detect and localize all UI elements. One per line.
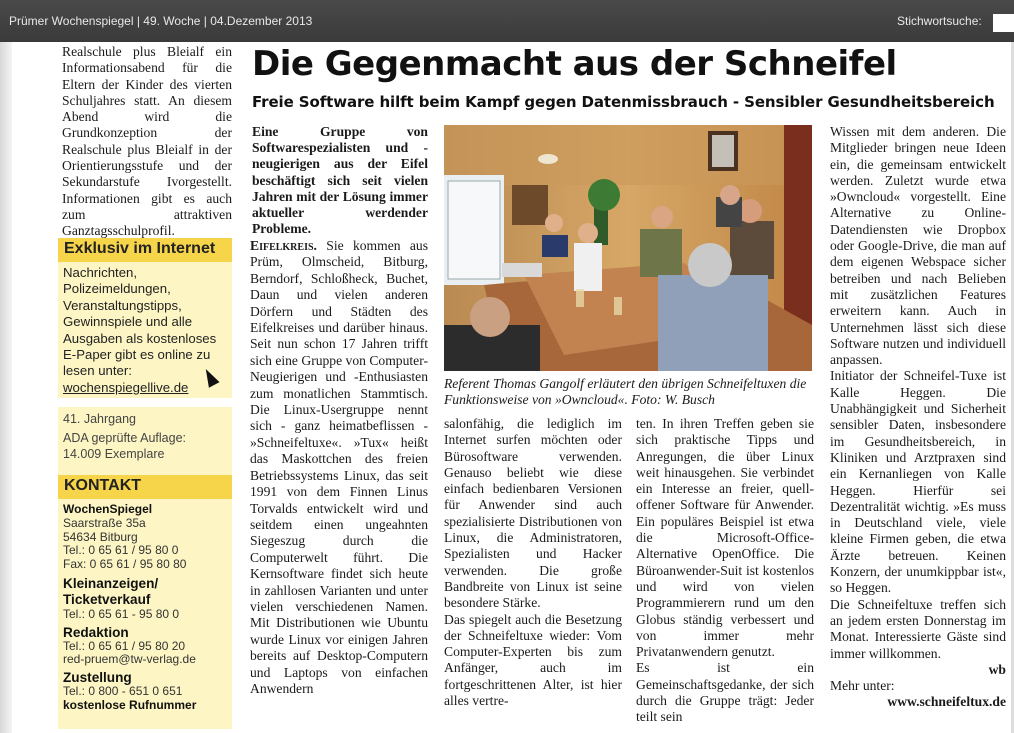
contact-details [63, 503, 231, 713]
phone: Tel.: 0 65 61 / 95 80 0 [63, 543, 179, 558]
keyword-search-label: Stichwortsuche: [897, 14, 982, 28]
publisher-name: WochenSpiegel [63, 502, 153, 516]
redaktion-email: red-pruem@tw-verlag.de [63, 652, 196, 667]
viewer-toolbar [0, 0, 1014, 43]
exklusiv-body: Nachrichten, Polizeimeldungen, Veranstaltungstipps, Gewinnspiele und alle Ausgaben als kostenloses E-Paper gibt es online zu lesen unter: [63, 265, 217, 379]
keyword-search-input[interactable] [993, 14, 1014, 32]
more-label: Mehr unter: [830, 678, 895, 694]
article-column-1 [250, 238, 428, 697]
article-column-4-paragraph-3: Die Schneifeltuxe treffen sich an jedem ersten Donnerstag im Monat. Interessierte Gäste sind immer willkommen. [830, 596, 1006, 661]
kleinanzeigen-phone: Tel.: 0 65 61 - 95 80 0 [63, 606, 180, 621]
article-url[interactable]: www.schneifeltux.de [887, 694, 1006, 710]
exklusiv-heading: Exklusiv im Internet [64, 240, 216, 257]
edition-meta [63, 411, 229, 462]
article-column-4-paragraph-2: Initiator der Schneifel-Tuxe ist Kalle Heggen. Die Unabhängigkeit und Sicherheit sensibler Daten, insbesondere im Gesundheitsbereich, in Kliniken und Arztpraxen sind ein Kernanliegen von Kalle Heggen. Hierfür sei Dezentralität wichtig. »Es muss in Deutschland viele, viele kleine Firmen geben, die etwa Ärzte betreuen. Keinen Konzern, der unumkippbar ist«, so Heggen. [830, 368, 1006, 596]
article-subheadline: Freie Software hilft beim Kampf gegen Datenmissbrauch - Sensibler Gesundheitsbereich [252, 93, 995, 111]
author-signature: wb [988, 661, 1006, 677]
zustellung-heading: Zustellung [63, 670, 132, 686]
page-fold-shadow [0, 42, 12, 733]
article-column-2 [444, 416, 622, 709]
info-box [58, 407, 232, 729]
article-column-2-paragraph: Das spiegelt auch die Besetzung der Schneifeltuxe wieder: Vom Computer-Experten bis zum Anfänger, auch im fortgeschrittenen Alter, ist hier alles vertre- [444, 611, 622, 709]
exklusiv-link[interactable]: wochenspiegellive.de [63, 379, 189, 395]
photo-caption: Referent Thomas Gangolf erläutert den übrigen Schneifeltuxen die Funktionsweise von »Owncloud«. Foto: W. Busch [444, 376, 807, 407]
publication-title: Prümer Wochenspiegel | 49. Woche | 04.Dezember 2013 [9, 14, 313, 28]
article-column-3-paragraph: Es ist ein Gemeinschaftsgedanke, der sich durch die Gruppe trägt: Jeder teilt sein [636, 660, 814, 725]
article-column-2-text: salonfähig, die lediglich im Internet surfen möchten oder Bürosoftware verwenden. Genauso beliebt wie diese einfach bedienbaren Versionen für Anwender sind auch spezialisierte Distributionen von Linux, die Administratoren, Spezialisten und Hacker verwenden. Die große Bandbreite von Linux ist seine besondere Stärke. [444, 416, 622, 611]
address-city: 54634 Bitburg [63, 529, 138, 544]
redaktion-heading: Redaktion [63, 624, 129, 640]
redaktion-phone: Tel.: 0 65 61 / 95 80 20 [63, 638, 186, 653]
article-column-4-text: Wissen mit dem anderen. Die Mitglieder bringen neue Ideen ein, die gemeinsam entwickelt werden. Zuletzt wurde etwa »Owncloud« vorgestellt. Eine Alternative zu Online-Datendiensten wie Dropbox oder Google-Drive, die man auf dem eigenen Webspace sicher betreiben und nach Belieben mit zusätzlichen Features erweitern kann. Auch in Unternehmen lässt sich diese Software nutzen und individuell anpassen. [830, 124, 1006, 368]
article-column-4 [830, 124, 1006, 711]
meeting-photo-illustration [444, 125, 812, 371]
article-lead: Eine Gruppe von Softwarespezialisten und -neugierigen aus der Eifel beschäftigt sich seit vielen Jahren mit der Lösung immer aktueller werdender Probleme. [252, 124, 428, 237]
left-column-text: Realschule plus Bleialf ein Informationsabend für die Eltern der Kinder des vierten Schuljahres statt. An diesem Abend wird die Grundkonzeption der Realschule plus Bleialf in der Orientierungsstufe und der Sekundarstufe Ivorgestellt. Informationen gibt es auch zum attraktiven Ganztagsschulprofil. [62, 44, 232, 239]
zustellung-note: kostenlose Rufnummer [63, 697, 197, 712]
kontakt-header [58, 475, 232, 499]
article-column-3 [636, 416, 814, 726]
kontakt-heading: KONTAKT [64, 477, 142, 494]
auflage-value: 14.009 Exemplare [63, 447, 165, 461]
zustellung-phone: Tel.: 0 800 - 651 0 651 [63, 683, 183, 698]
address-street: Saarstraße 35a [63, 515, 146, 530]
article-column-3-text: ten. In ihren Treffen geben sie sich praktische Tipps und Anregungen, die über Linux weit hinausgehen. Sie verbindet ein Interesse an freier, quell-offener Software für Anwender. Ein populäres Beispiel ist etwa die Microsoft-Office-Alternative OpenOffice. Die Büroanwender-Suit ist kostenlos und wird von vielen Programmierern rund um den Globus ständig verbessert und von immer mehr Privatanwendern genutzt. [636, 416, 814, 660]
exklusiv-header [58, 238, 232, 262]
article-column-1-text: Sie kommen aus Prüm, Olmscheid, Bitburg, Berndorf, Schloßheck, Buchet, Daun und vielen anderen Dörfern und Städten des Eifelkreises und darüber hinaus. Seit nun schon 17 Jahren trifft sich eine Gruppe von Computer-Neugierigen und -Enthusiasten zum monatlichen Stammtisch. Die Linux-Usergruppe nennt sich - ganz heimatbeflissen - »Schneifeltuxe«. »Tux« heißt das Maskottchen des freien Betriebssystems Linux, das seit 1991 von dem Finnen Linus Torvalds entwickelt wird und seitdem einen ungeahnten Siegeszug durch die Computerwelt führt. Die Kernsoftware findet sich heute in zahllosen Varianten und unter vielen verschiedenen Namen. Mit Distributionen wie Ubuntu wurde Linux vor einigen Jahren bereits auf Desktop-Computern und Laptops von einfachen Anwendern [250, 238, 428, 696]
article-headline: Die Gegenmacht aus der Schneifel [252, 44, 897, 84]
auflage-label: ADA geprüfte Auflage: [63, 431, 187, 445]
kleinanzeigen-heading: Kleinanzeigen/ Ticketverkauf [63, 575, 159, 607]
article-photo [444, 125, 812, 371]
jahrgang: 41. Jahrgang [63, 412, 136, 426]
article-kicker: Eifelkreis. [250, 238, 317, 253]
fax: Fax: 0 65 61 / 95 80 80 [63, 557, 187, 572]
